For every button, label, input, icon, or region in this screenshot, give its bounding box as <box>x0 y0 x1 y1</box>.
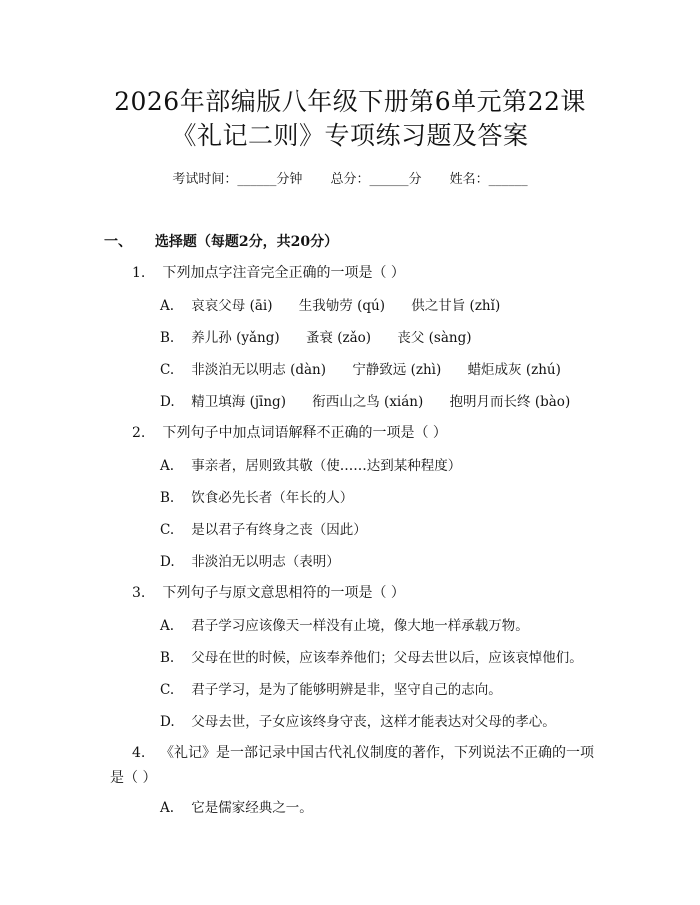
option-segment: 蚤衰 (zǎo) <box>305 330 372 346</box>
option-text: 君子学习，是为了能够明辨是非，坚守自己的志向。 <box>191 682 502 698</box>
question-2 <box>132 422 447 442</box>
option-letter: A. <box>160 458 175 474</box>
option-3d <box>160 710 556 730</box>
option-1d <box>160 390 592 410</box>
total-score-field: 总分：______分 <box>330 172 422 187</box>
question-3 <box>132 582 405 602</box>
question-text: 下列句子中加点词语解释不正确的一项是（ ） <box>162 425 447 441</box>
option-text: 是以君子有终身之丧（因此） <box>191 522 367 538</box>
option-letter: C. <box>160 522 175 538</box>
option-2d <box>160 550 340 570</box>
option-letter: D. <box>160 714 175 730</box>
option-letter: B. <box>160 490 175 506</box>
question-1 <box>132 262 405 282</box>
option-letter: A. <box>160 298 175 314</box>
page-title-line2: 《礼记二则》专项练习题及答案 <box>171 121 529 150</box>
option-1a <box>160 294 522 314</box>
option-segment: 抱明月而长终 (bào) <box>449 394 571 410</box>
question-number: 2. <box>132 425 146 441</box>
question-number: 4. <box>132 745 146 761</box>
question-number: 1. <box>132 265 146 281</box>
option-letter: A. <box>160 618 175 634</box>
option-segment: 蜡炬成灰 (zhú) <box>467 362 561 378</box>
option-3c <box>160 678 502 698</box>
exam-time-field: 考试时间：______分钟 <box>172 172 303 187</box>
option-segment: 养儿孙 (yǎng) <box>191 330 280 346</box>
option-text: 父母在世的时候，应该奉养他们；父母去世以后，应该哀悼他们。 <box>191 650 583 666</box>
option-segment: 哀哀父母 (āi) <box>191 298 273 314</box>
option-segment: 非淡泊无以明志 (dàn) <box>191 362 327 378</box>
option-text: 事亲者，居则致其敬（使……达到某种程度） <box>191 458 462 474</box>
exam-meta <box>0 168 700 187</box>
option-text: 它是儒家经典之一。 <box>191 800 313 816</box>
option-3b <box>160 646 583 666</box>
option-letter: C. <box>160 682 175 698</box>
question-text: 《礼记》是一部记录中国古代礼仪制度的著作，下列说法不正确的一项是（ ） <box>110 745 594 786</box>
option-text: 父母去世，子女应该终身守丧，这样才能表达对父母的孝心。 <box>191 714 556 730</box>
option-segment: 丧父 (sàng) <box>397 330 472 346</box>
option-2c <box>160 518 367 538</box>
section-number: 一、 <box>104 234 132 250</box>
option-3a <box>160 614 529 634</box>
option-segment: 供之甘旨 (zhǐ) <box>411 298 501 314</box>
option-2a <box>160 454 461 474</box>
option-segment: 精卫填海 (jīng) <box>191 394 286 410</box>
option-segment: 衔西山之鸟 (xián) <box>312 394 424 410</box>
option-4a <box>160 796 313 816</box>
question-text: 下列加点字注音完全正确的一项是（ ） <box>162 265 405 281</box>
option-letter: B. <box>160 650 175 666</box>
option-letter: B. <box>160 330 175 346</box>
option-letter: D. <box>160 554 175 570</box>
option-segment: 宁静致远 (zhì) <box>352 362 442 378</box>
page-title-line1: 2026年部编版八年级下册第6单元第22课 <box>114 87 586 116</box>
option-text: 饮食必先长者（年长的人） <box>191 490 354 506</box>
option-2b <box>160 486 353 506</box>
option-letter: D. <box>160 394 175 410</box>
option-1c <box>160 358 583 378</box>
section-heading <box>104 231 338 251</box>
question-4 <box>110 741 598 791</box>
name-field: 姓名：______ <box>449 172 528 187</box>
section-title: 选择题（每题2分，共20分） <box>154 234 339 250</box>
option-letter: C. <box>160 362 175 378</box>
option-segment: 生我劬劳 (qú) <box>298 298 385 314</box>
option-text: 非淡泊无以明志（表明） <box>191 554 340 570</box>
question-number: 3. <box>132 585 146 601</box>
option-1b <box>160 326 494 346</box>
option-text: 君子学习应该像天一样没有止境，像大地一样承载万物。 <box>191 618 529 634</box>
question-text: 下列句子与原文意思相符的一项是（ ） <box>162 585 405 601</box>
option-letter: A. <box>160 800 175 816</box>
